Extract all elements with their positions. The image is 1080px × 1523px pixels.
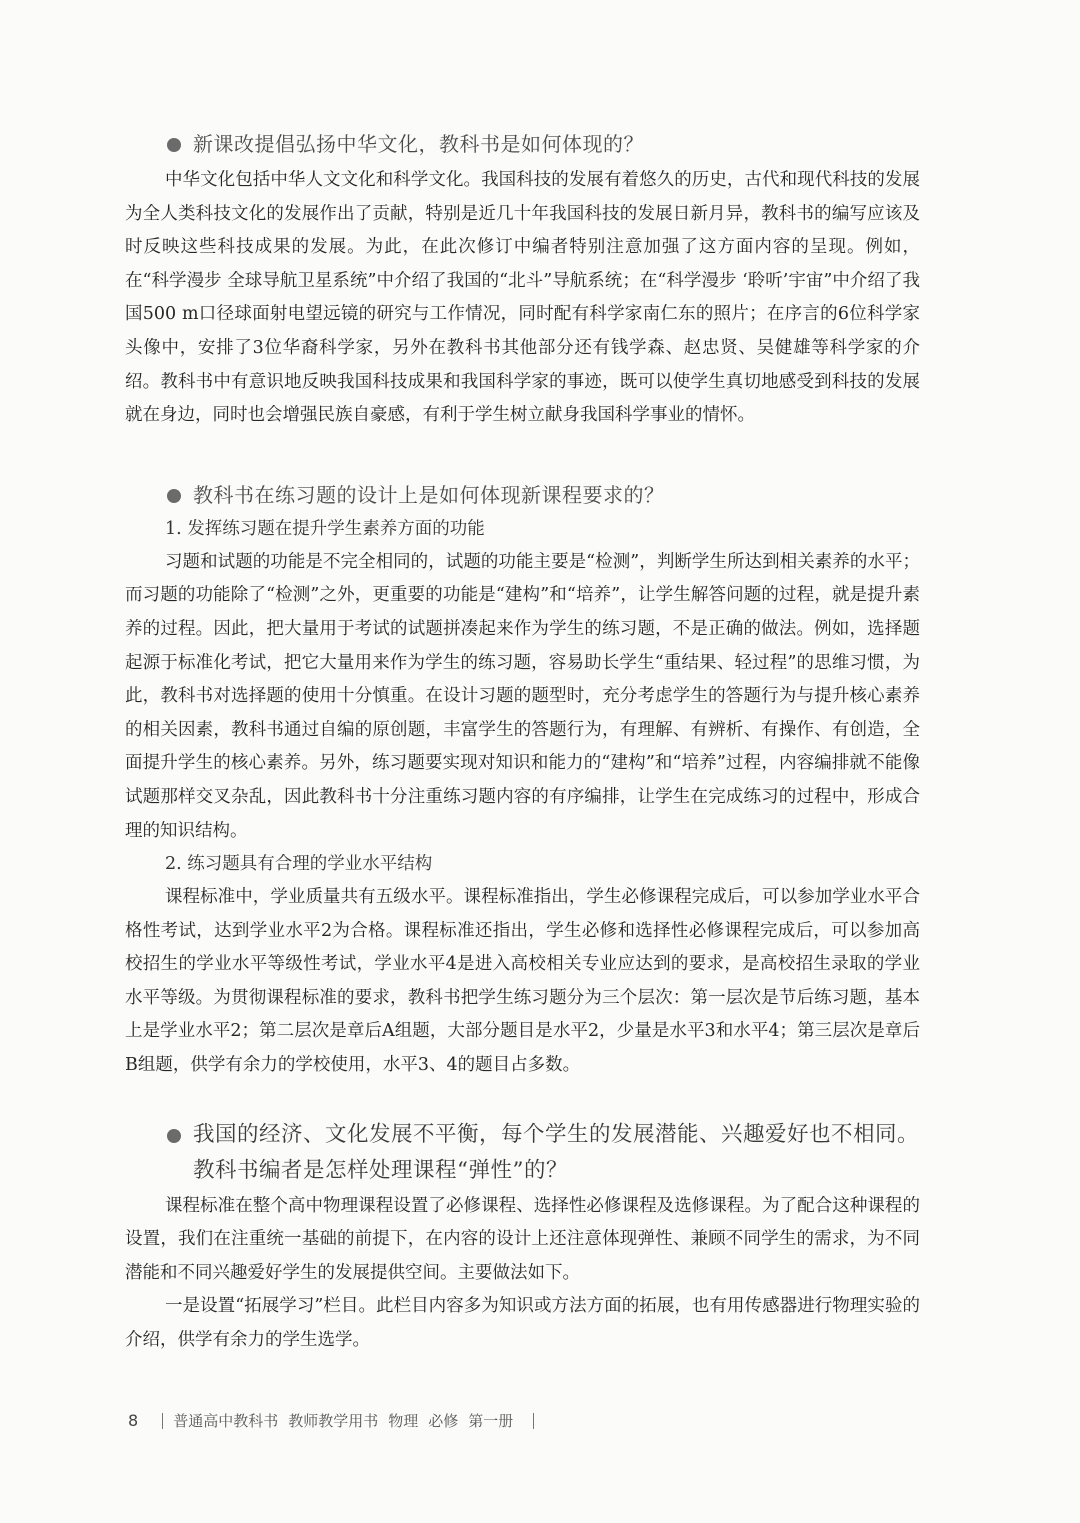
footer-volume: 第一册 xyxy=(468,1412,514,1430)
bullet-icon xyxy=(167,1129,181,1143)
bullet-icon xyxy=(167,489,181,503)
section-heading-line2: 教科书编者是怎样处理课程“弹性”的？ xyxy=(193,1157,568,1183)
section-heading xyxy=(125,479,920,512)
subheading: 2. 练习题具有合理的学业水平结构 xyxy=(165,854,433,875)
paragraph: 课程标准在整个高中物理课程设置了必修课程、选择性必修课程及选修课程。为了配合这种课程的设置，我们在注重统一基础的前提下，在内容的设计上还注意体现弹性、兼顾不同学生的需求，为不同潜能和不同兴趣爱好学生的发展提供空间。主要做法如下。 xyxy=(125,1195,920,1283)
footer-book-series: 普通高中教科书 xyxy=(173,1412,279,1430)
section-curriculum-flexibility xyxy=(125,1117,920,1358)
footer-book-type: 教师教学用书 xyxy=(288,1412,379,1430)
footer-level: 必修 xyxy=(428,1412,459,1430)
footer-divider xyxy=(533,1413,534,1429)
bullet-icon xyxy=(167,138,181,152)
section-chinese-culture xyxy=(125,128,920,433)
page-content xyxy=(125,128,920,1358)
page-footer xyxy=(128,1410,544,1431)
section-heading-text: 新课改提倡弘扬中华文化，教科书是如何体现的？ xyxy=(193,132,644,156)
section-heading xyxy=(125,128,920,161)
paragraph: 习题和试题的功能是不完全相同的，试题的功能主要是“检测”，判断学生所达到相关素养的水平；而习题的功能除了“检测”之外，更重要的功能是“建构”和“培养”，让学生解答问题的过程，就是提升素养的过程。因此，把大量用于考试的试题拼凑起来作为学生的练习题，不是正确的做法。例如，选择题起源于标准化考试，把它大量用来作为学生的练习题，容易助长学生“重结果、轻过程”的思维习惯，为此，教科书对选择题的使用十分慎重。在设计习题的题型时，充分考虑学生的答题行为与提升核心素养的相关因素，教科书通过自编的原创题，丰富学生的答题行为，有理解、有辨析、有操作、有创造，全面提升学生的核心素养。另外，练习题要实现对知识和能力的“建构”和“培养”过程，内容编排就不能像试题那样交叉杂乱，因此教科书十分注重练习题内容的有序编排，让学生在完成练习的过程中，形成合理的知识结构。 xyxy=(125,551,920,841)
paragraph: 课程标准中，学业质量共有五级水平。课程标准指出，学生必修课程完成后，可以参加学业水平合格性考试，达到学业水平2为合格。课程标准还指出，学生必修和选择性必修课程完成后，可以参加高校招生的学业水平等级性考试，学业水平4是进入高校相关专业应达到的要求，是高校招生录取的学业水平等级。为贯彻课程标准的要求，教科书把学生练习题分为三个层次：第一层次是节后练习题，基本上是学业水平2；第二层次是章后A组题，大部分题目是水平2，少量是水平3和水平4；第三层次是章后B组题，供学有余力的学校使用，水平3、4的题目占多数。 xyxy=(125,887,920,1076)
page-number: 8 xyxy=(128,1411,139,1430)
footer-subject: 物理 xyxy=(388,1412,419,1430)
footer-divider xyxy=(162,1413,163,1429)
section-heading xyxy=(125,1117,920,1189)
paragraph: 中华文化包括中华人文文化和科学文化。我国科技的发展有着悠久的历史，古代和现代科技的发展为全人类科技文化的发展作出了贡献，特别是近几十年我国科技的发展日新月异，教科书的编写应该及时反映这些科技成果的发展。为此，在此次修订中编者特别注意加强了这方面内容的呈现。例如，在“科学漫步 全球导航卫星系统”中介绍了我国的“北斗”导航系统；在“科学漫步 ‘聆听’宇宙”中介绍了我国500 m口径球面射电望远镜的研究与工作情况，同时配有科学家南仁东的照片；在序言的6位科学家头像中，安排了3位华裔科学家，另外在教科书其他部分还有钱学森、赵忠贤、吴健雄等科学家的介绍。教科书中有意识地反映我国科技成果和我国科学家的事迹，既可以使学生真切地感受到科技的发展就在身边，同时也会增强民族自豪感，有利于学生树立献身我国科学事业的情怀。 xyxy=(125,170,920,426)
paragraph: 一是设置“拓展学习”栏目。此栏目内容多为知识或方法方面的拓展，也有用传感器进行物理实验的介绍，供学有余力的学生选学。 xyxy=(125,1296,920,1351)
section-heading-text: 教科书在练习题的设计上是如何体现新课程要求的？ xyxy=(193,482,665,507)
section-exercise-design xyxy=(125,479,920,1083)
subheading: 1. 发挥练习题在提升学生素养方面的功能 xyxy=(165,518,485,539)
section-heading-line1: 我国的经济、文化发展不平衡，每个学生的发展潜能、兴趣爱好也不相同。 xyxy=(193,1121,920,1147)
